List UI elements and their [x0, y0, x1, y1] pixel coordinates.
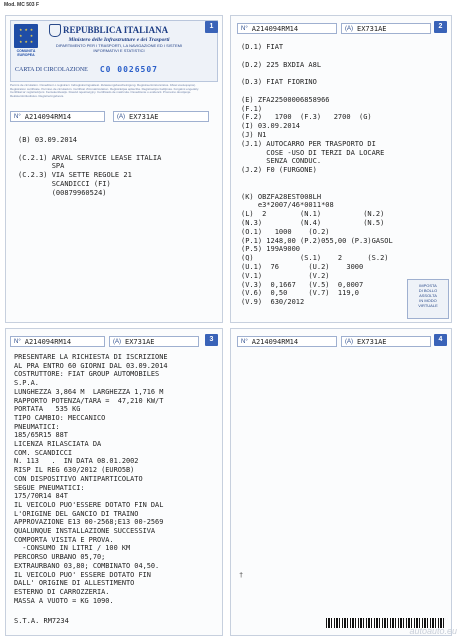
page-number-badge: 1	[205, 21, 218, 33]
carta-number: C0 0026507	[99, 65, 158, 74]
page-number-badge: 4	[434, 334, 447, 346]
watermark: autoauto.eu	[409, 626, 457, 636]
panel-1	[5, 15, 223, 323]
owner-details: (B) 03.09.2014 (C.2.1) ARVAL SERVICE LEASE ITALIA SPA (C.2.3) VIA SETTE REGOLE 21 SCANDICCI (FI) (00879960524)	[18, 136, 162, 197]
republic-title: REPUBBLICA ITALIANA	[63, 25, 169, 35]
plate-number: EX731AE	[125, 337, 155, 346]
eu-flag-icon: ★ ★ ★ ★ ★ ★ ★ ★	[14, 24, 38, 48]
certificate-number: A214094RM14	[24, 337, 72, 346]
certificate-number: A214094RM14	[251, 337, 299, 346]
panel-2	[230, 15, 452, 323]
certificate-header	[10, 20, 218, 82]
multilingual-microtext: Permis de circulation. Osvedčení o registraci. Indregistreringsattest. Zulassungsbescheinigung. Registreerimistunnistus. Άδεια κυκλοφορίας. Registration certificate. Permiso de circulación. Certificat d'immatriculation. Reģistrācijas apliecība. Registracijos liudijimas. Forgalmi engedély. Certifikat ta' reģistrazzjoni. Kentekenbewijs. Dowód rejestracyjny. Certificado de matrícula. Osvedčenie o evidencii. Prometno dovoljenje. Rekisteröintitodistus. Registreringsbevis.	[10, 84, 199, 98]
panel-4	[230, 328, 452, 636]
republic-emblem-icon	[49, 24, 61, 37]
panel-3	[5, 328, 223, 636]
id-row: N° A214094RM14 (A) EX731AE	[237, 335, 431, 348]
department-title: DIPARTIMENTO PER I TRASPORTI, LA NAVIGAZIONE ED I SISTEMI INFORMATIVI E STATISTICI	[55, 43, 183, 53]
margin-mark: †	[239, 571, 244, 579]
page-number-badge: 2	[434, 21, 447, 33]
id-row: N° A214094RM14 (A) EX731AE	[10, 335, 199, 348]
vehicle-specs: (D.1) FIAT (D.2) 225 BXDIA A8L (D.3) FIAT FIORINO (E) ZFA22500006858966 (F.1) (F.2) 1700 (F.3) 2700 (G) (I) 03.09.2014 (J) N1 (J.1) AUTOCARRO PER TRASPORTO DI COSE -USO DI TERZI DA LOCARE SENZA CONDUC. (J.2) F0 (FURGONE) (K) OBZFA28EST008LH e3*2007/46*0011*08 (L) 2 (N.1) (N.2) (N.3) (N.4) (N.5) (O.1) 1000 (O.2) (P.1) 1248,00 (P.2)055,00 (P.3)GASOL (P.5) 199A9000 (Q) (S.1) 2 (S.2) (U.1) 76 (U.2) 3000 (V.1) (V.2) (V.3) 0,1667 (V.5) 0,0007 (V.6) 0,50 (V.7) 119,0 (V.9) 630/2012	[241, 43, 393, 307]
plate-number: EX731AE	[129, 112, 159, 121]
certificate-number: A214094RM14	[24, 112, 72, 121]
eu-label: COMUNITÀ EUROPEA	[16, 49, 36, 57]
ministry-title: Ministero delle Infrastrutture e dei Trasporti	[68, 37, 170, 43]
stamp-duty-box: IMPOSTA DI BOLLO ASSOLTA IN MODO VIRTUALE	[407, 279, 449, 319]
id-row: N° A214094RM14 (A) EX731AE	[237, 22, 431, 35]
id-row: N° A214094RM14 (A) EX731AE	[10, 110, 209, 123]
document-reference: Mod. MC 503 F	[4, 2, 40, 8]
plate-number: EX731AE	[357, 337, 387, 346]
certificate-number: A214094RM14	[251, 24, 299, 33]
notes-text: PRESENTARE LA RICHIESTA DI ISCRIZIONE AL PRA ENTRO 60 GIORNI DAL 03.09.2014 COSTRUTTORE: FIAT GROUP AUTOMOBILES S.P.A. LUNGHEZZA 3,864 M LARGHEZZA 1,716 M RAPPORTO POTENZA/TARA = 47,210 KW/T PORTATA 535 KG TIPO CAMBIO: MECCANICO PNEUMATICI: 185/65R15 88T LICENZA RILASCIATA DA COM. SCANDICCI N. 113 . IN DATA 08.01.2002 RISP IL REG 630/2012 (EURO5B) CON DISPOSITIVO ANTIPARTICOLATO SEGUE PNEUMATICI: 175/70R14 84T IL VEICOLO PUO'ESSERE DOTATO FIN DAL L'ORIGINE DEL GANCIO DI TRAINO APPROVAZIONE E13 00-2568;E13 00-2569 QUALUNQUE INSTALLAZIONE SUCCESSIVA COMPORTA VISITA E PROVA. -CONSUMO IN LITRI / 100 KM PERCORSO URBANO 05,70; EXTRAURBANO 03,80; COMBINATO 04,50. IL VEICOLO PUO' ESSERE DOTATO FIN DALL' ORIGINE DI ALLESTIMENTO ESTERNO DI CARROZZERIA. MASSA A VUOTO = KG 1090.	[14, 353, 168, 605]
carta-label: CARTA DI CIRCOLAZIONE	[15, 66, 88, 73]
plate-number: EX731AE	[357, 24, 387, 33]
office-code: S.T.A. RM7234	[14, 617, 69, 625]
page-number-badge: 3	[205, 334, 218, 346]
